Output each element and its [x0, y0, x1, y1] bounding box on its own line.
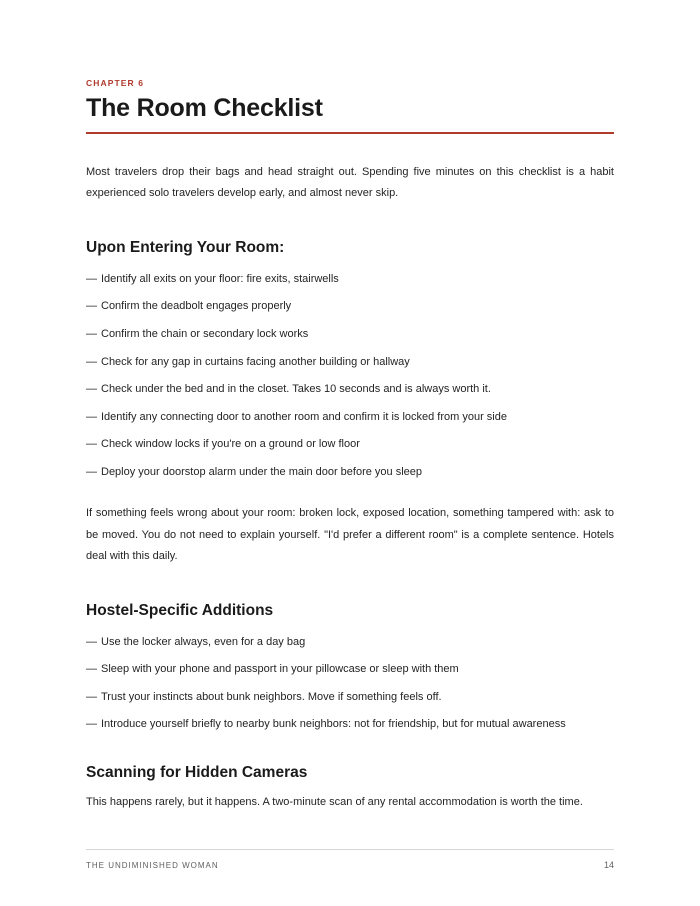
section-heading-hostel-additions: Hostel-Specific Additions	[86, 601, 274, 619]
title-divider	[86, 132, 614, 134]
section-heading-hidden-cameras: Scanning for Hidden Cameras	[86, 764, 308, 782]
list-item-label: Introduce yourself briefly to nearby bunk neighbors: not for friendship, but for mutual awareness	[101, 718, 566, 731]
entering-room-note-paragraph: If something feels wrong about your room: broken lock, exposed location, something tampered with: ask to be moved. You do not need to explain yourself. "I'd prefer a different room" is a complete sentence. Hotels deal with this daily.	[86, 507, 614, 563]
list-item	[86, 298, 614, 315]
list-marker: —	[86, 690, 97, 703]
footer-book-title: THE UNDIMINISHED WOMAN	[86, 860, 219, 870]
list-item-label: Check for any gap in curtains facing another building or hallway	[101, 355, 410, 368]
list-item-label: Confirm the chain or secondary lock works	[101, 327, 309, 340]
list-marker: —	[86, 718, 97, 731]
list-item	[86, 381, 614, 398]
checklist-hostel-additions	[86, 634, 614, 734]
list-marker: —	[86, 438, 97, 451]
checklist-entering-room	[86, 271, 614, 481]
list-item	[86, 409, 614, 426]
list-item-label: Identify any connecting door to another room and confirm it is locked from your side	[101, 410, 507, 423]
list-item	[86, 689, 614, 706]
list-item	[86, 271, 614, 288]
list-item-label: Confirm the deadbolt engages properly	[101, 300, 292, 313]
list-item-label: Sleep with your phone and passport in your pillowcase or sleep with them	[101, 663, 459, 676]
list-item	[86, 634, 614, 651]
list-item	[86, 436, 614, 453]
list-marker: —	[86, 465, 97, 478]
list-marker: —	[86, 355, 97, 368]
intro-paragraph: Most travelers drop their bags and head straight out. Spending five minutes on this checklist is a habit experienced solo travelers develop early, and almost never skip.	[86, 166, 614, 200]
list-marker: —	[86, 635, 97, 648]
list-marker: —	[86, 410, 97, 423]
footer-page-number: 14	[603, 860, 614, 870]
list-item	[86, 661, 614, 678]
list-item-label: Check window locks if you're on a ground or low floor	[101, 438, 360, 451]
hidden-cameras-paragraph: This happens rarely, but it happens. A two-minute scan of any rental accommodation is worth the time.	[86, 796, 583, 809]
list-item-label: Trust your instincts about bunk neighbors. Move if something feels off.	[101, 690, 442, 703]
list-marker: —	[86, 272, 97, 285]
list-item-label: Check under the bed and in the closet. Takes 10 seconds and is always worth it.	[101, 383, 491, 396]
list-marker: —	[86, 383, 97, 396]
list-item	[86, 354, 614, 371]
list-marker: —	[86, 300, 97, 313]
list-item	[86, 716, 614, 733]
spacer	[86, 491, 614, 503]
section-heading-entering-room: Upon Entering Your Room:	[86, 238, 285, 256]
page-footer	[86, 849, 614, 870]
chapter-label: CHAPTER 6	[86, 78, 145, 88]
list-item-label: Use the locker always, even for a day bag	[101, 635, 306, 648]
list-item	[86, 464, 614, 481]
list-item	[86, 326, 614, 343]
list-marker: —	[86, 663, 97, 676]
list-item-label: Identify all exits on your floor: fire exits, stairwells	[101, 272, 339, 285]
list-item-label: Deploy your doorstop alarm under the main door before you sleep	[101, 465, 423, 478]
list-marker: —	[86, 327, 97, 340]
page-title: The Room Checklist	[86, 94, 323, 122]
